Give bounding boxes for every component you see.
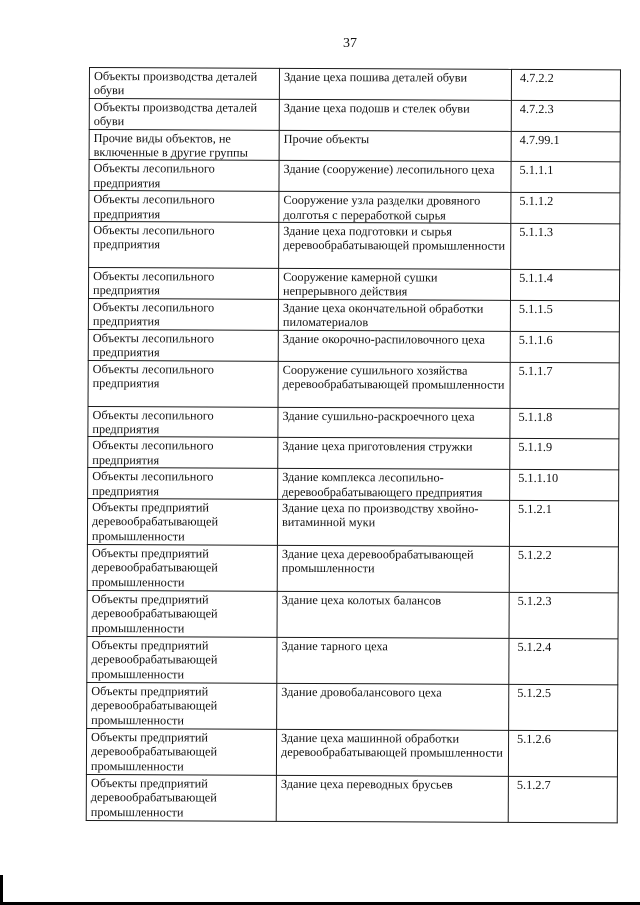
object-type-cell: Объекты лесопильного предприятия (89, 160, 279, 192)
object-code-cell: 5.1.1.9 (510, 439, 619, 470)
table-row (88, 406, 619, 439)
object-code-cell: 5.1.1.3 (511, 223, 620, 269)
object-name-cell: Сооружение сушильного хозяйства деревообрабатывающей промышленности (278, 361, 510, 408)
object-type-cell: Объекты производства деталей обуви (89, 98, 279, 130)
table-row (88, 268, 619, 301)
object-type-cell: Объекты предприятий деревообрабатывающей промышленности (87, 544, 277, 591)
object-code-cell: 5.1.2.7 (508, 776, 617, 822)
object-code-cell: 4.7.2.3 (511, 100, 620, 131)
object-type-cell: Объекты лесопильного предприятия (88, 360, 278, 407)
scan-edge-left (0, 875, 3, 905)
table-row (89, 68, 620, 101)
table-row (89, 98, 620, 131)
object-code-cell: 5.1.1.8 (510, 408, 619, 439)
object-name-cell: Сооружение узла разделки дровяного долготья с переработкой сырья (279, 192, 511, 224)
object-type-cell: Объекты производства деталей обуви (89, 68, 279, 100)
object-code-cell: 5.1.1.10 (510, 469, 619, 500)
object-code-cell: 5.1.2.1 (509, 500, 618, 546)
object-name-cell: Здание цеха колотых балансов (277, 591, 509, 638)
object-name-cell: Здание сушильно-раскроечного цеха (278, 407, 510, 439)
table-row (89, 129, 620, 162)
table-row (88, 329, 619, 362)
object-type-cell: Объекты лесопильного предприятия (88, 406, 278, 438)
objects-table (86, 67, 621, 823)
object-type-cell: Объекты лесопильного предприятия (88, 329, 278, 361)
table-row (86, 774, 617, 822)
object-name-cell: Здание окорочно-распиловочного цеха (278, 330, 510, 362)
object-type-cell: Объекты предприятий деревообрабатывающей промышленности (87, 590, 277, 637)
object-name-cell: Здание цеха приготовления стружки (278, 438, 510, 470)
object-type-cell: Объекты лесопильного предприятия (88, 437, 278, 469)
object-name-cell: Сооружение камерной сушки непрерывного действия (278, 268, 510, 300)
table-row (87, 590, 618, 638)
object-name-cell: Здание цеха по производству хвойно-витаминной муки (277, 499, 509, 546)
table-row (88, 437, 619, 470)
object-code-cell: 5.1.2.4 (509, 638, 618, 684)
object-type-cell: Прочие виды объектов, не включенные в другие группы (89, 129, 279, 161)
object-type-cell: Объекты лесопильного предприятия (89, 222, 279, 269)
table-row (86, 728, 617, 776)
object-name-cell: Здание комплекса лесопильно-деревообрабатывающего предприятия (278, 468, 510, 500)
object-name-cell: Здание цеха подготовки и сырья деревообрабатывающей промышленности (279, 222, 511, 269)
object-name-cell: Здание цеха окончательной обработки пиломатериалов (278, 299, 510, 331)
object-name-cell: Здание (сооружение) лесопильного цеха (279, 161, 511, 193)
object-code-cell: 5.1.1.4 (510, 269, 619, 300)
object-code-cell: 5.1.2.2 (509, 546, 618, 592)
object-code-cell: 5.1.1.2 (511, 193, 620, 224)
object-name-cell: Прочие объекты (279, 130, 511, 162)
object-name-cell: Здание дровобалансового цеха (277, 683, 509, 730)
object-name-cell: Здание цеха пошива деталей обуви (279, 68, 511, 100)
object-type-cell: Объекты предприятий деревообрабатывающей промышленности (86, 774, 276, 821)
object-name-cell: Здание цеха машинной обработки деревообрабатывающей промышленности (276, 729, 508, 776)
table-row (87, 636, 618, 684)
object-type-cell: Объекты предприятий деревообрабатывающей промышленности (87, 636, 277, 683)
table-row (89, 191, 620, 224)
object-name-cell: Здание тарного цеха (277, 637, 509, 684)
table-row (88, 468, 619, 501)
object-code-cell: 5.1.1.6 (510, 331, 619, 362)
object-name-cell: Здание цеха подошв и стелек обуви (279, 99, 511, 131)
object-type-cell: Объекты лесопильного предприятия (88, 268, 278, 300)
table-row (87, 544, 618, 592)
object-code-cell: 5.1.1.7 (510, 362, 619, 408)
object-type-cell: Объекты предприятий деревообрабатывающей промышленности (87, 498, 277, 545)
table-row (88, 360, 619, 408)
table-row (89, 222, 620, 270)
table-row (87, 682, 618, 730)
object-type-cell: Объекты лесопильного предприятия (88, 468, 278, 500)
object-code-cell: 4.7.2.2 (511, 69, 620, 100)
table-row (87, 498, 618, 546)
table-row (88, 298, 619, 331)
table-row (89, 160, 620, 193)
object-name-cell: Здание цеха переводных брусьев (276, 775, 508, 822)
object-name-cell: Здание цеха деревообрабатывающей промышленности (277, 545, 509, 592)
object-code-cell: 5.1.2.3 (509, 592, 618, 638)
object-type-cell: Объекты предприятий деревообрабатывающей промышленности (86, 728, 276, 775)
object-code-cell: 5.1.2.5 (509, 684, 618, 730)
object-type-cell: Объекты лесопильного предприятия (88, 298, 278, 330)
object-code-cell: 5.1.1.1 (511, 162, 620, 193)
page-number: 37 (343, 36, 357, 51)
object-code-cell: 5.1.1.5 (510, 300, 619, 331)
object-code-cell: 5.1.2.6 (508, 730, 617, 776)
object-type-cell: Объекты предприятий деревообрабатывающей промышленности (87, 682, 277, 729)
object-type-cell: Объекты лесопильного предприятия (89, 191, 279, 223)
object-code-cell: 4.7.99.1 (511, 131, 620, 162)
table-body (86, 68, 620, 823)
